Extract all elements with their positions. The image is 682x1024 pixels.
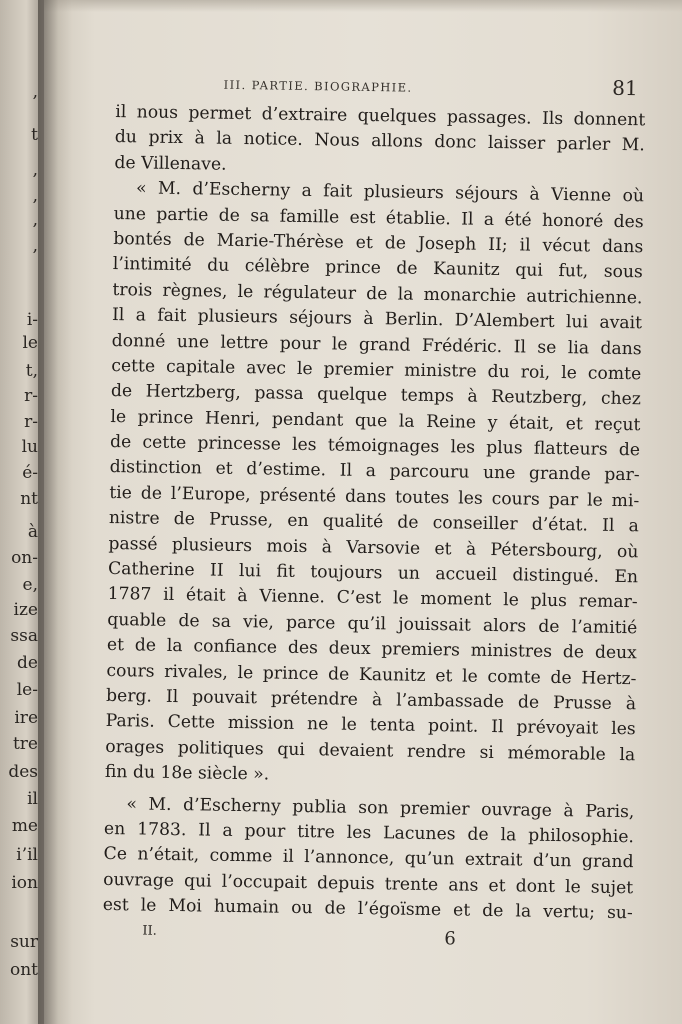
text-line: 1787 il était à Vienne. C’est le moment le plus remar- [107, 584, 638, 613]
facing-page-text-fragment: des [8, 762, 38, 782]
text-line: berg. Il pouvait prétendre à l’ambassade de Prusse à [105, 685, 637, 715]
facing-page-text-fragment: , [32, 236, 38, 256]
text-line: donné une lettre pour le grand Frédéric. Il se lia dans [111, 330, 642, 359]
facing-page-text-fragment: ssa [10, 626, 38, 646]
page-top-shadow [44, 0, 682, 12]
facing-page-text-fragment: ont [9, 960, 38, 980]
facing-page-text-fragment: , [32, 160, 38, 180]
book-page [44, 0, 682, 1024]
facing-page-text-fragment: ize [13, 600, 38, 620]
text-line: Ce n’était, comme il l’annonce, qu’un extrait d’un grand [103, 844, 634, 873]
page-footer [102, 922, 633, 970]
facing-page-text-fragment: ire [14, 708, 38, 728]
facing-page-text-fragment: t [31, 125, 38, 145]
text-line: trois règnes, le régulateur de la monarchie autrichienne. [112, 279, 643, 309]
facing-page-text-fragment: à [27, 522, 38, 542]
text-line: du prix à la notice. Nous allons donc laisser parler M. [114, 127, 645, 156]
text-line: « M. d’Escherny publia son premier ouvrage à Paris, [126, 793, 635, 822]
text-line: Il a fait plusieurs séjours à Berlin. D’Alembert lui avait [111, 305, 643, 334]
facing-page-text-fragment: on- [11, 548, 38, 568]
body-text [103, 100, 646, 927]
text-line: il nous permet d’extraire quelques passages. Ils donnent [115, 101, 646, 131]
facing-page-text-fragment: , [32, 210, 38, 230]
facing-page-text-fragment: , [32, 186, 38, 206]
page-number: 81 [612, 75, 638, 101]
text-line: ouvrage qui l’occupait depuis trente ans et dont le sujet [103, 869, 634, 898]
gutter-shadow [38, 0, 72, 1024]
text-line: nistre de Prusse, en qualité de conseiller d’état. Il a [108, 508, 639, 537]
gathering-number: 6 [444, 927, 456, 949]
facing-page-text-fragment: r- [24, 386, 38, 406]
signature-mark: II. [142, 923, 157, 939]
text-line: Paris. Cette mission ne le tenta point. Il prévoyait les [105, 711, 636, 740]
text-line: distinction et d’estime. Il a parcouru une grande par- [109, 457, 640, 486]
facing-page-text-fragment: de [17, 653, 38, 673]
facing-page-text-fragment: nt [20, 489, 38, 509]
facing-page-text-fragment: le- [16, 680, 38, 700]
text-line: une partie de sa famille est établie. Il a été honoré des [113, 203, 644, 232]
text-line: bontés de Marie-Thérèse et de Joseph II; il vécut dans [113, 228, 644, 258]
text-line: orages politiques qui devaient rendre si mémorable la [105, 736, 636, 766]
facing-page-text-fragment: me [11, 816, 38, 836]
text-line: quable de sa vie, parce qu’il jouissait alors de l’amitié [107, 609, 638, 639]
text-line: passé plusieurs mois à Varsovie et à Pétersbourg, où [108, 533, 639, 562]
text-line: est le Moi humain ou de l’égoïsme et de la vertu; su- [102, 895, 633, 924]
facing-page-text-fragment: t, [25, 361, 38, 381]
facing-page-text-fragment: ion [11, 873, 38, 893]
facing-page-text-fragment: e, [22, 575, 38, 595]
facing-page-text-fragment: le [22, 333, 38, 353]
facing-page-text-fragment: , [32, 82, 38, 102]
running-head-title: III. PARTIE. BIOGRAPHIE. [223, 77, 413, 95]
text-line: Catherine II lui fit toujours un accueil distingué. En [107, 558, 639, 588]
facing-page-text-fragment: i- [26, 310, 38, 330]
text-line: cours rivales, le prince de Kaunitz et le comte de Hertz- [106, 660, 637, 689]
text-line: « M. d’Escherny a fait plusieurs séjours à Vienne où [135, 178, 645, 207]
text-line: tie de l’Europe, présenté dans toutes les cours par le mi- [109, 482, 640, 512]
facing-page-text-fragment: il [27, 789, 38, 809]
facing-page-text-fragment: é- [22, 463, 38, 483]
text-line: en 1783. Il a pour titre les Lacunes de la philosophie. [103, 818, 635, 848]
text-line: de Villenave. [114, 152, 227, 175]
text-line: le prince Henri, pendant que la Reine y était, et reçut [110, 406, 641, 435]
text-line: cette capitale avec le premier ministre du roi, le comte [111, 355, 642, 385]
text-line: de Hertzberg, passa quelque temps à Reutzberg, chez [110, 381, 641, 410]
text-line: l’intimité du célèbre prince de Kaunitz qui fut, sous [112, 254, 643, 283]
text-line: et de la confiance des deux premiers ministres de deux [106, 635, 637, 664]
facing-page-text-fragment: i’il [16, 845, 38, 865]
facing-page-text-fragment: r- [24, 412, 38, 432]
facing-page-text-fragment: lu [21, 437, 38, 457]
text-block [102, 66, 646, 971]
text-line: fin du 18e siècle ». [104, 762, 270, 785]
text-line: de cette princesse les témoignages les plus flatteurs de [109, 432, 641, 461]
facing-page-text-fragment: tre [12, 734, 38, 754]
facing-page-text-fragment: sur [10, 932, 38, 952]
